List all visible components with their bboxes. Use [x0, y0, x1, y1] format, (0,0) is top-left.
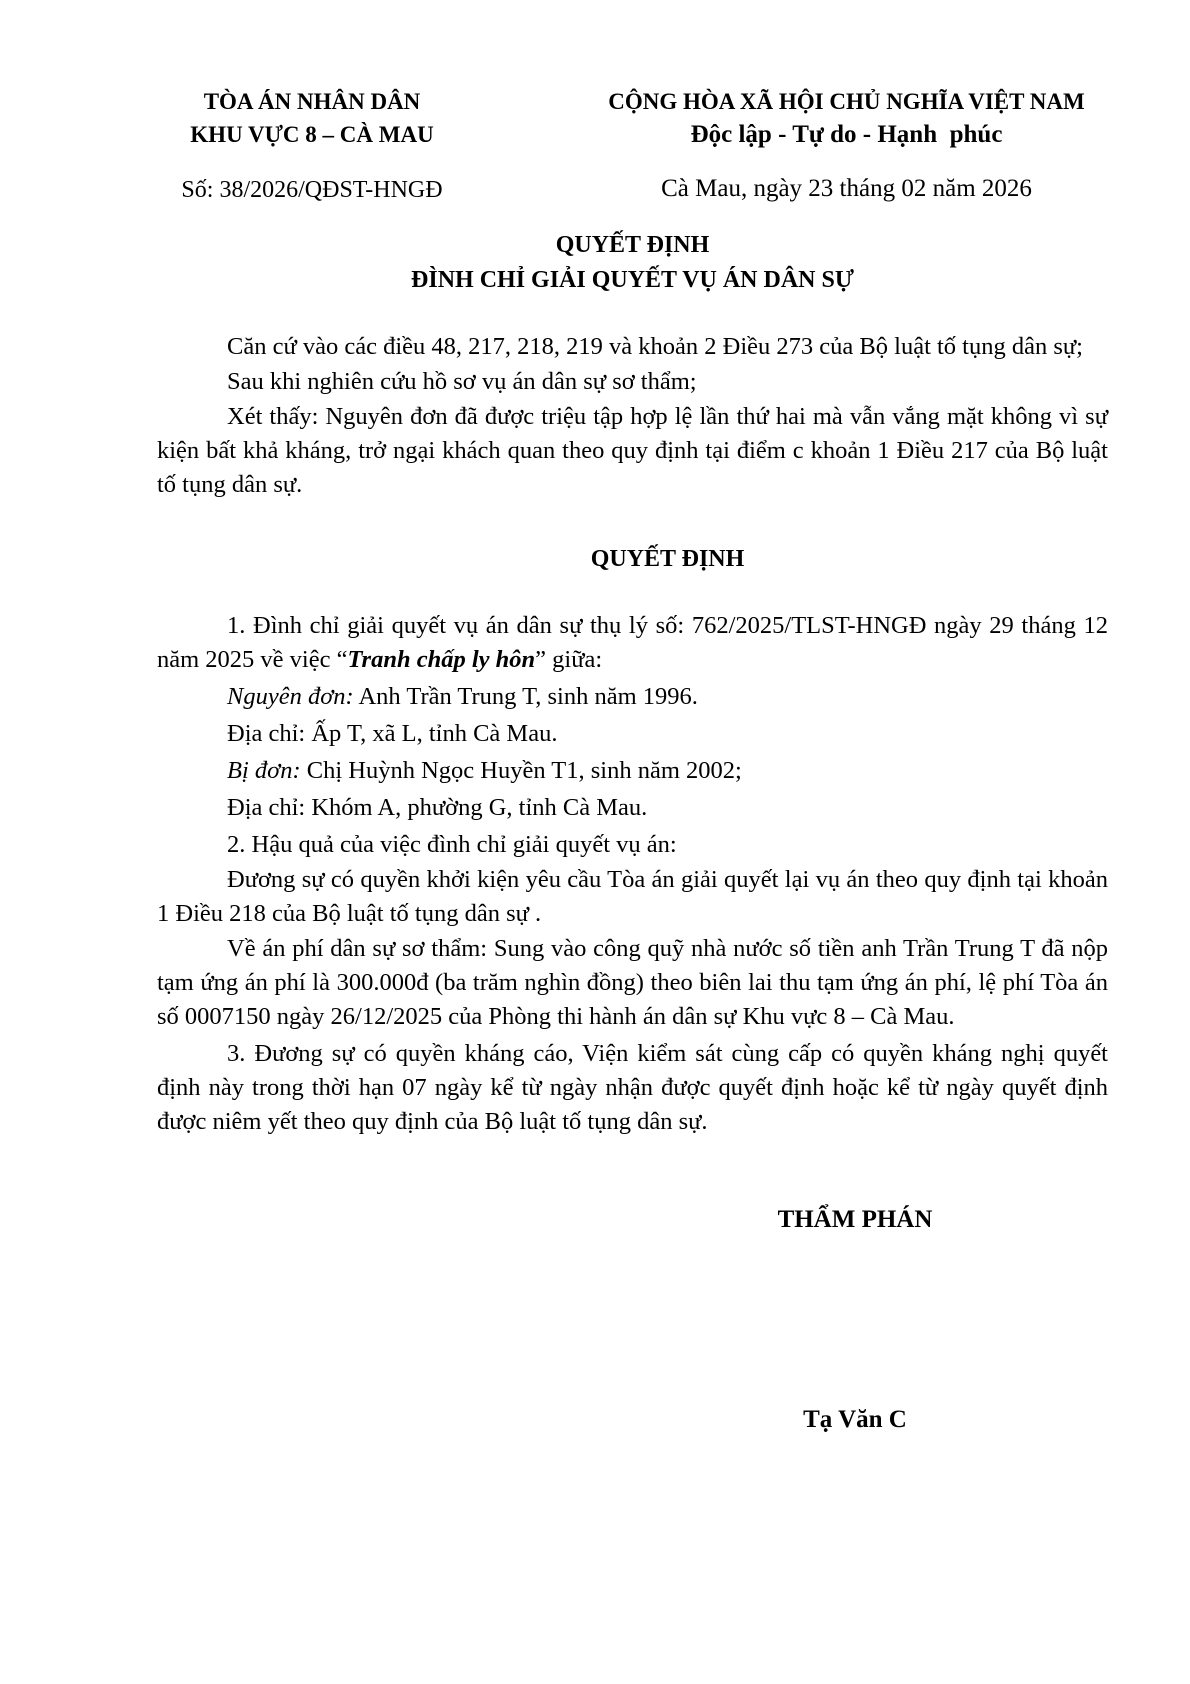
document-header [157, 86, 1108, 207]
judge-title: THẨM PHÁN [777, 1206, 933, 1233]
plaintiff-value: Anh Trần Trung T, sinh năm 1996. [353, 683, 698, 710]
defendant-label: Bị đơn: [227, 757, 301, 784]
republic-name: CỘNG HÒA XÃ HỘI CHỦ NGHĨA VIỆT NAM [608, 89, 1085, 114]
document-body [157, 330, 1108, 1139]
court-header-block [157, 86, 467, 207]
decision-heading: QUYẾT ĐỊNH [590, 546, 745, 572]
case-name: Tranh chấp ly hôn [347, 646, 536, 673]
plaintiff-label: Nguyên đơn: [227, 683, 354, 710]
preamble-paragraph-3: Xét thấy: Nguyên đơn đã được triệu tập hợp lệ lần thứ hai mà vẫn vắng mặt không vì sự kiện bất khả kháng, trở ngại khách quan theo quy định tại điểm c khoản 1 Điều 217 của Bộ luật tố tụng dân sự. [157, 403, 1108, 498]
court-branch: KHU VỰC 8 – CÀ MAU [190, 122, 434, 147]
date-line: Cà Mau, ngày 23 tháng 02 năm 2026 [661, 175, 1032, 202]
plaintiff-address-line: Địa chỉ: Ấp T, xã L, tỉnh Cà Mau. [227, 720, 558, 747]
article-1-text-pre: 1. Đình chỉ giải quyết vụ án dân sự thụ lý số: 762/2025/TLST-HNGĐ ngày 29 tháng 12 năm 2025 về việc “ [157, 612, 1108, 673]
article-1-text-post: ” giữa: [535, 646, 603, 673]
article-3-paragraph: 3. Đương sự có quyền kháng cáo, Viện kiểm sát cùng cấp có quyền kháng nghị quyết định này trong thời hạn 07 ngày kể từ ngày nhận được quyết định hoặc kể từ ngày quyết định được niêm yết theo quy định của Bộ luật tố tụng dân sự. [157, 1040, 1108, 1135]
signature-block [660, 1202, 1050, 1437]
document-number: Số: 38/2026/QĐST-HNGĐ [181, 177, 443, 203]
article-2-heading: 2. Hậu quả của việc đình chỉ giải quyết vụ án: [227, 831, 677, 858]
article-1-paragraph [157, 609, 1108, 677]
republic-motto: Độc lập - Tự do - Hạnh phúc [690, 121, 1003, 148]
article-2-paragraph-1: Đương sự có quyền khởi kiện yêu cầu Tòa án giải quyết lại vụ án theo quy định tại khoản 1 Điều 218 của Bộ luật tố tụng dân sự . [157, 866, 1108, 927]
preamble-paragraph-2: Sau khi nghiên cứu hồ sơ vụ án dân sự sơ thẩm; [227, 368, 697, 395]
title-line-2: ĐÌNH CHỈ GIẢI QUYẾT VỤ ÁN DÂN SỰ [411, 267, 854, 293]
republic-header-block [574, 86, 1119, 206]
article-2-paragraph-2: Về án phí dân sự sơ thẩm: Sung vào công quỹ nhà nước số tiền anh Trần Trung T đã nộp tạm ứng án phí là 300.000đ (ba trăm nghìn đồng) theo biên lai thu tạm ứng án phí, lệ phí Tòa án số 0007150 ngày 26/12/2025 của Phòng thi hành án dân sự Khu vực 8 – Cà Mau. [157, 935, 1108, 1030]
plaintiff-line [157, 680, 1108, 714]
title-line-1: QUYẾT ĐỊNH [555, 232, 710, 258]
defendant-value: Chị Huỳnh Ngọc Huyền T1, sinh năm 2002; [300, 757, 742, 784]
judge-name: Tạ Văn C [803, 1406, 907, 1433]
defendant-line [157, 754, 1108, 788]
defendant-address-line: Địa chỉ: Khóm A, phường G, tỉnh Cà Mau. [227, 794, 648, 821]
document-title [157, 228, 1108, 298]
preamble-paragraph-1: Căn cứ vào các điều 48, 217, 218, 219 và khoản 2 Điều 273 của Bộ luật tố tụng dân sự; [227, 333, 1083, 360]
court-name: TÒA ÁN NHÂN DÂN [203, 89, 421, 114]
